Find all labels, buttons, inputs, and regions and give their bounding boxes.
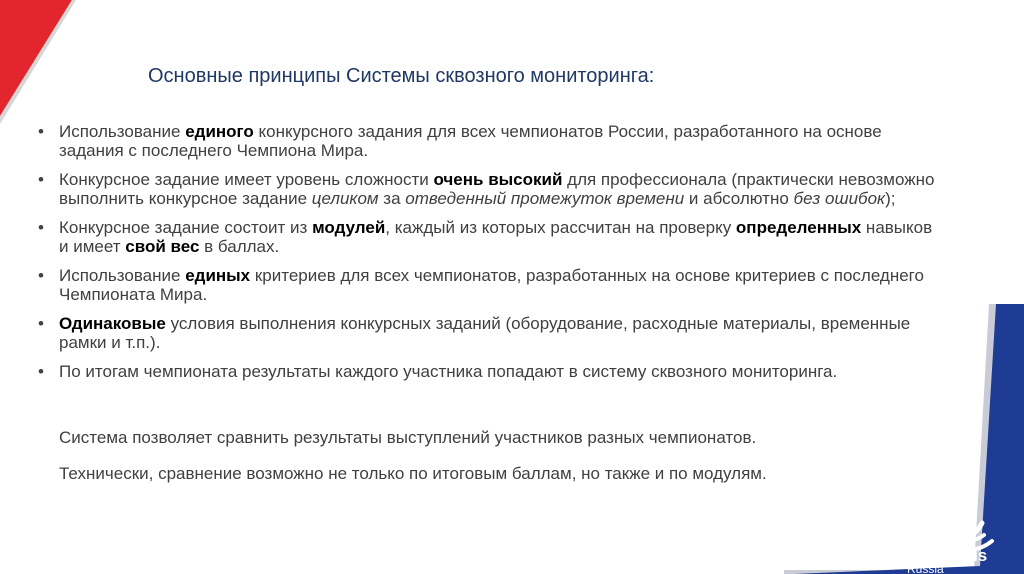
slide-title: Основные принципы Системы сквозного мониторинга: xyxy=(148,65,655,87)
text-fragment: конкурсного задания для всех чемпионатов России, разработанного на основе задания с последнего Чемпиона Мира. xyxy=(59,122,882,160)
list-item xyxy=(38,362,938,381)
text-fragment: Использование xyxy=(59,122,186,141)
bold-fragment: определенных xyxy=(735,218,862,237)
bullet-icon: • xyxy=(38,362,44,381)
bold-fragment: Одинаковые xyxy=(59,314,166,333)
bold-fragment: свой вес xyxy=(125,237,200,256)
italic-fragment: отведенный промежуток времени xyxy=(405,189,685,208)
bullet-icon: • xyxy=(38,266,44,285)
text-fragment: критериев для всех чемпионатов, разработанных на основе критериев с последнего Чемпионата Мира. xyxy=(59,266,924,304)
bullet-icon: • xyxy=(38,314,44,333)
logo-word-world: world xyxy=(906,546,946,565)
text-fragment: Использование xyxy=(59,266,186,285)
bullet-icon: • xyxy=(38,122,44,141)
bold-fragment: единых xyxy=(185,266,251,285)
principles-list xyxy=(38,122,938,391)
list-item xyxy=(38,314,938,352)
text-fragment: Конкурсное задание имеет уровень сложности xyxy=(59,170,434,189)
text-fragment: в баллах. xyxy=(199,237,280,256)
bullet-icon: • xyxy=(38,170,44,189)
logo-word-skills: skills xyxy=(945,546,987,565)
bullet-icon: • xyxy=(38,218,44,237)
corner-decoration-top-left xyxy=(0,0,80,130)
bold-fragment: единого xyxy=(185,122,254,141)
text-fragment: ); xyxy=(885,189,896,208)
text-fragment: за xyxy=(378,189,406,208)
bold-fragment: очень высокий xyxy=(433,170,563,189)
note-comparison: Система позволяет сравнить результаты выступлений участников разных чемпионатов. xyxy=(59,428,757,447)
list-item xyxy=(38,122,938,160)
list-item xyxy=(38,266,938,304)
list-item xyxy=(38,218,938,256)
text-fragment: навыков и имеет xyxy=(59,218,933,256)
italic-fragment: без ошибок xyxy=(793,189,886,208)
text-fragment: По итогам чемпионата результаты каждого участника попадают в систему сквозного мониторинга. xyxy=(59,362,838,381)
text-fragment: для профессионала (практически невозможно выполнить конкурсное задание xyxy=(59,170,935,208)
text-fragment: и абсолютно xyxy=(684,189,794,208)
text-fragment: Конкурсное задание состоит из xyxy=(59,218,313,237)
text-fragment: , каждый из которых рассчитан на проверку xyxy=(385,218,736,237)
list-item xyxy=(38,170,938,208)
logo-sub-text: Russia xyxy=(907,562,944,574)
text-fragment: условия выполнения конкурсных заданий (оборудование, расходные материалы, временные рамки и т.п.). xyxy=(59,314,911,352)
italic-fragment: целиком xyxy=(311,189,379,208)
note-technical: Технически, сравнение возможно не только по итоговым баллам, но также и по модулям. xyxy=(59,464,767,483)
bold-fragment: модулей xyxy=(312,218,386,237)
